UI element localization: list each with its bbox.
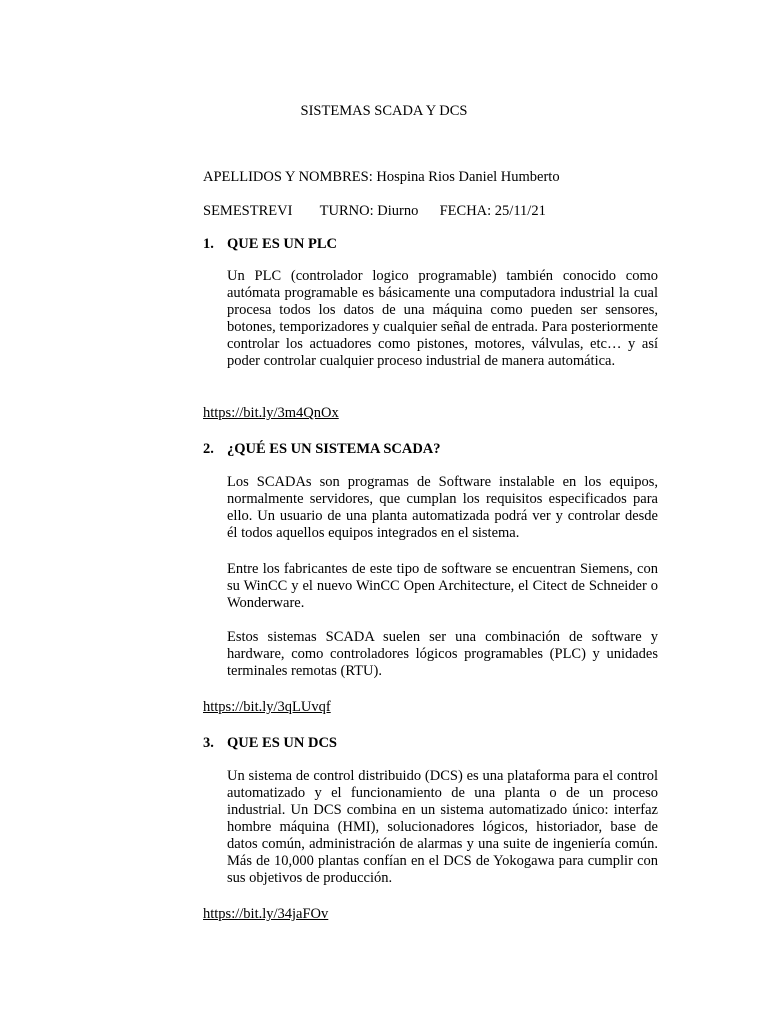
section-number: 2. bbox=[203, 441, 214, 457]
section-paragraph: Un PLC (controlador logico programable) también conocido como autómata programable es básicamente una computadora industrial la cual procesa todos los datos de una máquina como pueden ser sensores, botones, temporizadores y cualquier señal de entrada. Para posteriormente controlar los actuadores como pistones, motores, válvulas, etc… y así poder controlar cualquier proceso industrial de manera automática. bbox=[227, 268, 658, 369]
turn-label: TURNO: Diurno bbox=[319, 203, 419, 219]
section-title: QUE ES UN DCS bbox=[227, 735, 337, 751]
section-paragraph: Un sistema de control distribuido (DCS) es una plataforma para el control automatizado y el funcionamiento de una planta o de un proceso industrial. Un DCS combina en un sistema automatizado único: interfaz hombre máquina (HMI), solucionadores lógicos, historiador, base de datos común, administración de alarmas y una suite de ingeniería común. Más de 10,000 plantas confían en el DCS de Yokogawa para cumplir con sus objetivos de producción. bbox=[227, 768, 658, 886]
section-number: 1. bbox=[203, 236, 214, 252]
source-link-plc[interactable]: https://bit.ly/3m4QnOx bbox=[203, 405, 339, 421]
info-line bbox=[203, 203, 546, 220]
section-heading-plc bbox=[203, 236, 337, 253]
source-link-dcs[interactable]: https://bit.ly/34jaFOv bbox=[203, 906, 329, 922]
section-heading-dcs bbox=[203, 735, 337, 752]
semester-label: SEMESTREVI bbox=[203, 203, 293, 219]
section-title: ¿QUÉ ES UN SISTEMA SCADA? bbox=[227, 441, 441, 457]
document-title: SISTEMAS SCADA Y DCS bbox=[300, 103, 468, 119]
section-paragraph: Estos sistemas SCADA suelen ser una combinación de software y hardware, como controladores lógicos programables (PLC) y unidades terminales remotas (RTU). bbox=[227, 629, 658, 679]
section-heading-scada bbox=[203, 441, 441, 458]
section-number: 3. bbox=[203, 735, 214, 751]
section-paragraph: Los SCADAs son programas de Software instalable en los equipos, normalmente servidores, que cumplan los requisitos especificados para ello. Un usuario de una planta automatizada podrá ver y controlar desde él todos aquellos equipos integrados en el sistema. bbox=[227, 474, 658, 541]
source-link-scada[interactable]: https://bit.ly/3qLUvqf bbox=[203, 699, 331, 715]
date-label: FECHA: 25/11/21 bbox=[439, 203, 546, 219]
section-paragraph: Entre los fabricantes de este tipo de software se encuentran Siemens, con su WinCC y el nuevo WinCC Open Architecture, el Citect de Schneider o Wonderware. bbox=[227, 561, 658, 611]
student-names: APELLIDOS Y NOMBRES: Hospina Rios Daniel Humberto bbox=[203, 169, 560, 185]
section-title: QUE ES UN PLC bbox=[227, 236, 337, 252]
